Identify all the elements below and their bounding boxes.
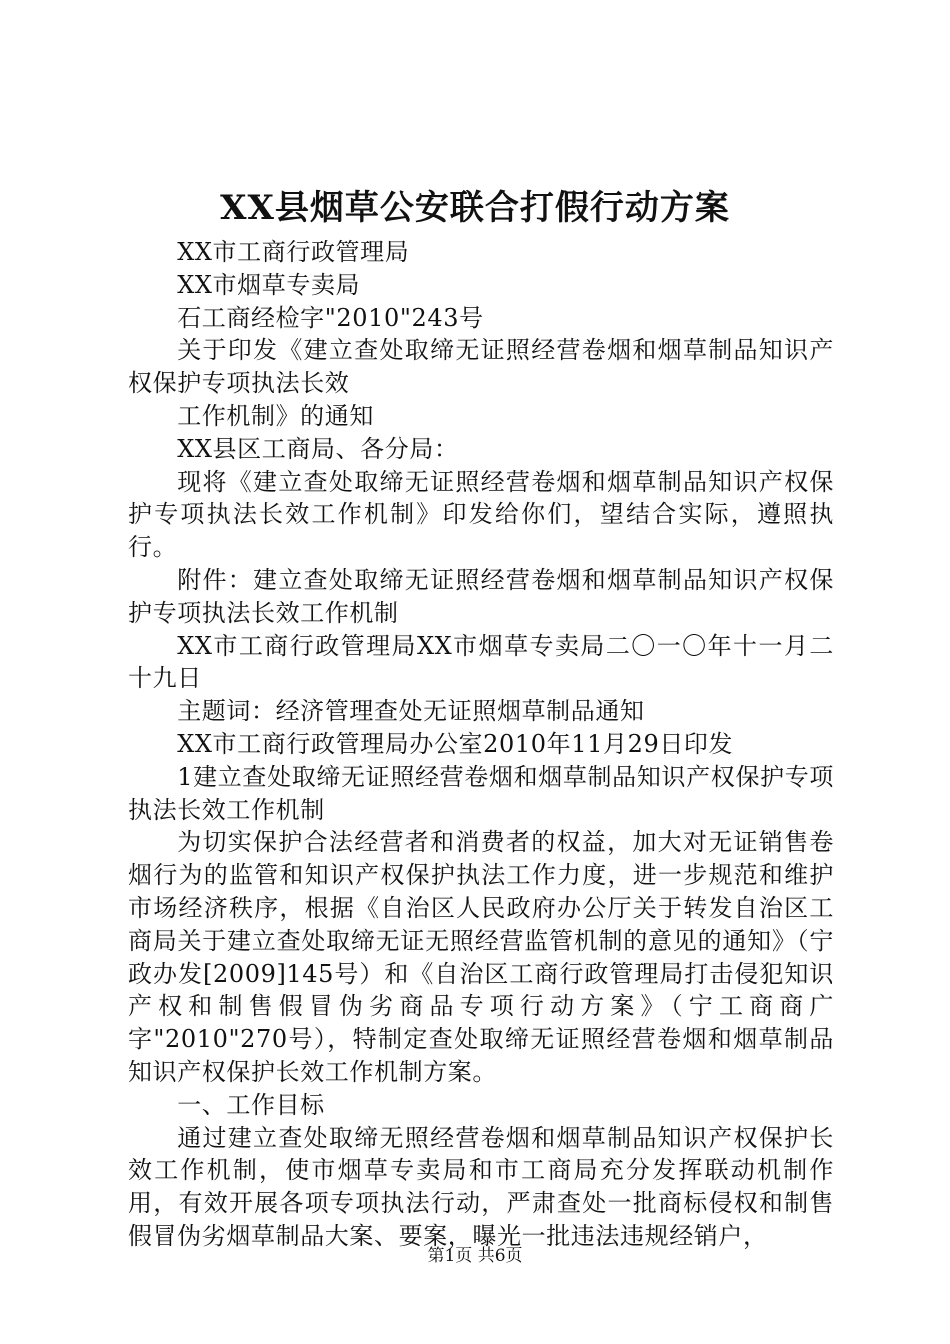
recipients: XX县区工商局、各分局： (177, 434, 459, 463)
notice-subject-end: 工作机制》的通知 (177, 401, 374, 430)
document-title: XX县烟草公安联合打假行动方案 (220, 188, 730, 228)
signature-date: XX市工商行政管理局XX市烟草专卖局二〇一〇年十一月二十九日 (128, 631, 834, 693)
notice-subject: 关于印发《建立查处取缔无证照经营卷烟和烟草制品知识产权保护专项执法长效 (128, 336, 834, 398)
paragraph: 通过建立查处取缔无照经营卷烟和烟草制品知识产权保护长效工作机制，使市烟草专卖局和市工商局充分发挥联动机制作用，有效开展各项专项执法行动，严肃查处一批商标侵权和制售假冒伪劣烟草制品大案、要案，曝光一批违法违规经销户， (128, 1123, 834, 1250)
section-heading: 1建立查处取缔无证照经营卷烟和烟草制品知识产权保护专项执法长效工作机制 (128, 762, 834, 824)
paragraph: 现将《建立查处取缔无证照经营卷烟和烟草制品知识产权保护专项执法长效工作机制》印发给你们，望结合实际，遵照执行。 (128, 467, 834, 562)
issuer-line: XX市烟草专卖局 (177, 270, 361, 299)
print-info: XX市工商行政管理局办公室2010年11月29日印发 (177, 729, 734, 758)
issuer-line: XX市工商行政管理局 (177, 238, 410, 266)
attachment-line: 附件：建立查处取缔无证照经营卷烟和烟草制品知识产权保护专项执法长效工作机制 (128, 565, 834, 627)
page-number: 第1页 共6页 (427, 1246, 523, 1266)
section-heading: 一、工作目标 (177, 1090, 325, 1119)
subject-keywords: 主题词：经济管理查处无证照烟草制品通知 (177, 697, 645, 726)
document-body (128, 236, 834, 1253)
document-number: 石工商经检字"2010"243号 (177, 303, 484, 332)
paragraph: 为切实保护合法经营者和消费者的权益，加大对无证销售卷烟行为的监管和知识产权保护执法工作力度，进一步规范和维护市场经济秩序，根据《自治区人民政府办公厅关于转发自治区工商局关于建立查处取缔无证无照经营监管机制的意见的通知》（宁政办发[2009]145号）和《自治区工商行政管理局打击侵犯知识产权和制售假冒伪劣商品专项行动方案》（宁工商商广字"2010"270号），特制定查处取缔无证照经营卷烟和烟草制品知识产权保护长效工作机制方案。 (128, 828, 834, 1086)
